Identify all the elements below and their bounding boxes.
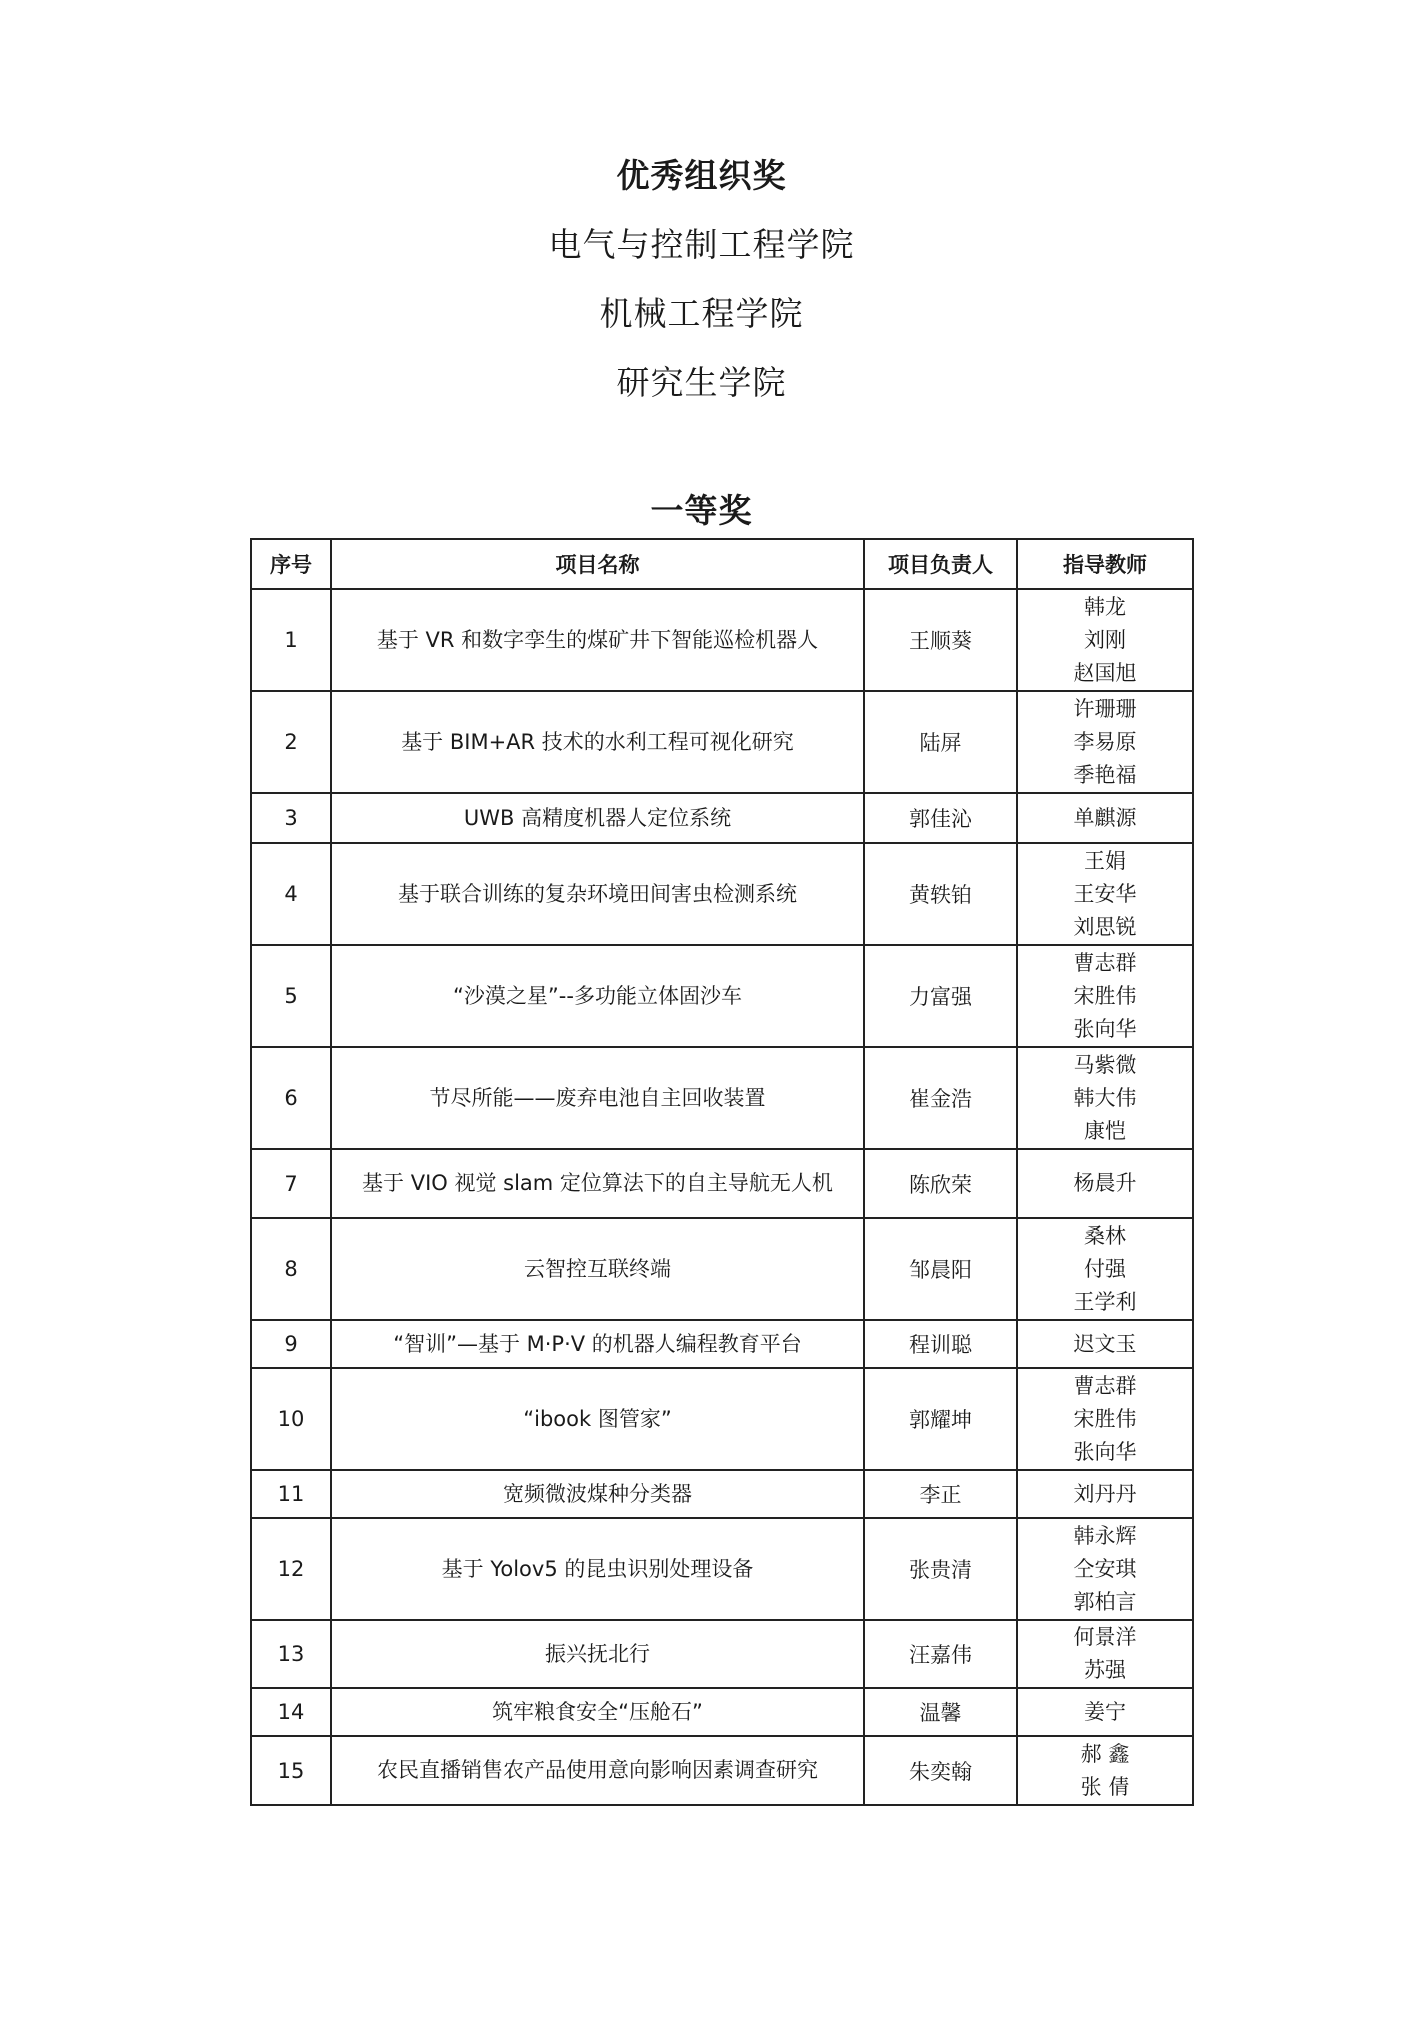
header-leader: 项目负责人 [864,539,1017,589]
cell-project: 节尽所能——废弃电池自主回收装置 [331,1047,864,1149]
cell-seq: 10 [251,1368,331,1470]
advisor-name: 韩大伟 [1073,1085,1137,1110]
cell-seq: 7 [251,1149,331,1218]
advisor-name: 张向华 [1073,1016,1137,1041]
first-prize-table [250,538,1194,1806]
cell-seq: 1 [251,589,331,691]
cell-advisors [1017,589,1193,691]
first-prize-title: 一等奖 [650,491,753,530]
cell-advisors [1017,1368,1193,1470]
cell-leader: 黄轶铂 [864,843,1017,945]
cell-seq: 14 [251,1688,331,1736]
advisor-name: 仝安琪 [1073,1556,1137,1581]
cell-advisors [1017,1518,1193,1620]
header-seq: 序号 [251,539,331,589]
cell-seq: 9 [251,1320,331,1368]
cell-advisors [1017,1047,1193,1149]
cell-project: 筑牢粮食安全“压舱石” [331,1688,864,1736]
advisor-name: 桑林 [1084,1223,1126,1248]
cell-project: “智训”—基于 M·P·V 的机器人编程教育平台 [331,1320,864,1368]
cell-project: 基于 VR 和数字孪生的煤矿井下智能巡检机器人 [331,589,864,691]
cell-seq: 4 [251,843,331,945]
cell-seq: 8 [251,1218,331,1320]
cell-advisors [1017,1320,1193,1368]
cell-advisors [1017,691,1193,793]
advisor-name: 曹志群 [1073,1373,1137,1398]
cell-project: 振兴抚北行 [331,1620,864,1688]
cell-project: “ibook 图管家” [331,1368,864,1470]
excellent-org-title: 优秀组织奖 [616,156,787,195]
table-row [251,1518,1193,1620]
cell-leader: 陆屏 [864,691,1017,793]
table-row [251,589,1193,691]
table-row [251,1736,1193,1805]
advisor-name: 迟文玉 [1073,1331,1137,1356]
org-unit: 电气与控制工程学院 [548,225,855,264]
advisor-name: 杨晨升 [1073,1171,1137,1195]
table-row [251,1218,1193,1320]
cell-leader: 张贵清 [864,1518,1017,1620]
advisor-name: 王安华 [1073,881,1137,906]
table-row [251,1149,1193,1218]
cell-advisors [1017,1149,1193,1218]
cell-advisors [1017,1736,1193,1805]
table-row [251,1047,1193,1149]
cell-leader: 李正 [864,1470,1017,1518]
cell-leader: 朱奕翰 [864,1736,1017,1805]
cell-advisors [1017,1218,1193,1320]
advisor-name: 宋胜伟 [1073,983,1137,1008]
org-unit: 机械工程学院 [599,294,804,333]
cell-project: UWB 高精度机器人定位系统 [331,793,864,843]
advisor-name: 李易原 [1073,729,1137,754]
advisor-name: 季艳福 [1073,762,1137,787]
cell-leader: 力富强 [864,945,1017,1047]
table-row [251,691,1193,793]
advisor-name: 张 倩 [1080,1774,1130,1799]
header-project: 项目名称 [331,539,864,589]
cell-seq: 15 [251,1736,331,1805]
cell-project: 基于 Yolov5 的昆虫识别处理设备 [331,1518,864,1620]
advisor-name: 郝 鑫 [1080,1741,1130,1766]
advisor-name: 曹志群 [1073,950,1137,975]
table-row [251,843,1193,945]
cell-advisors [1017,1620,1193,1688]
advisor-name: 苏强 [1084,1658,1126,1682]
advisor-name: 宋胜伟 [1073,1406,1137,1431]
cell-advisors [1017,1470,1193,1518]
advisor-name: 张向华 [1073,1439,1137,1464]
cell-seq: 5 [251,945,331,1047]
table-row [251,945,1193,1047]
cell-seq: 6 [251,1047,331,1149]
cell-project: 农民直播销售农产品使用意向影响因素调查研究 [331,1736,864,1805]
advisor-name: 单麒源 [1073,805,1137,830]
table-header-row [251,539,1193,589]
cell-advisors [1017,945,1193,1047]
advisor-name: 许珊珊 [1073,696,1137,721]
cell-leader: 温馨 [864,1688,1017,1736]
cell-leader: 陈欣荣 [864,1149,1017,1218]
cell-advisors [1017,793,1193,843]
advisor-name: 何景洋 [1073,1625,1137,1649]
cell-project: “沙漠之星”--多功能立体固沙车 [331,945,864,1047]
table-body [251,589,1193,1805]
advisor-name: 刘思锐 [1073,914,1137,939]
table-row [251,1470,1193,1518]
table-row [251,1688,1193,1736]
advisor-name: 韩龙 [1084,594,1126,619]
cell-seq: 2 [251,691,331,793]
cell-leader: 王顺葵 [864,589,1017,691]
advisor-name: 郭柏言 [1073,1589,1137,1614]
cell-project: 云智控互联终端 [331,1218,864,1320]
advisor-name: 刘刚 [1084,627,1126,652]
table-row [251,793,1193,843]
table-row [251,1620,1193,1688]
org-unit: 研究生学院 [616,363,787,402]
advisor-name: 韩永辉 [1073,1523,1137,1548]
cell-seq: 11 [251,1470,331,1518]
cell-project: 宽频微波煤种分类器 [331,1470,864,1518]
cell-leader: 郭佳沁 [864,793,1017,843]
cell-project: 基于 VIO 视觉 slam 定位算法下的自主导航无人机 [331,1149,864,1218]
header-advisor: 指导教师 [1017,539,1193,589]
cell-project: 基于联合训练的复杂环境田间害虫检测系统 [331,843,864,945]
cell-leader: 崔金浩 [864,1047,1017,1149]
advisor-name: 赵国旭 [1073,660,1137,685]
cell-leader: 汪嘉伟 [864,1620,1017,1688]
cell-leader: 郭耀坤 [864,1368,1017,1470]
cell-leader: 程训聪 [864,1320,1017,1368]
advisor-name: 马紫微 [1073,1052,1137,1077]
advisor-name: 姜宁 [1084,1699,1126,1724]
advisor-name: 王娟 [1084,848,1126,873]
cell-leader: 邹晨阳 [864,1218,1017,1320]
cell-advisors [1017,843,1193,945]
cell-seq: 13 [251,1620,331,1688]
cell-advisors [1017,1688,1193,1736]
advisor-name: 刘丹丹 [1073,1481,1137,1506]
cell-project: 基于 BIM+AR 技术的水利工程可视化研究 [331,691,864,793]
cell-seq: 3 [251,793,331,843]
table-row [251,1320,1193,1368]
table-row [251,1368,1193,1470]
cell-seq: 12 [251,1518,331,1620]
advisor-name: 王学利 [1073,1289,1137,1314]
advisor-name: 康恺 [1084,1118,1126,1143]
advisor-name: 付强 [1084,1256,1126,1281]
